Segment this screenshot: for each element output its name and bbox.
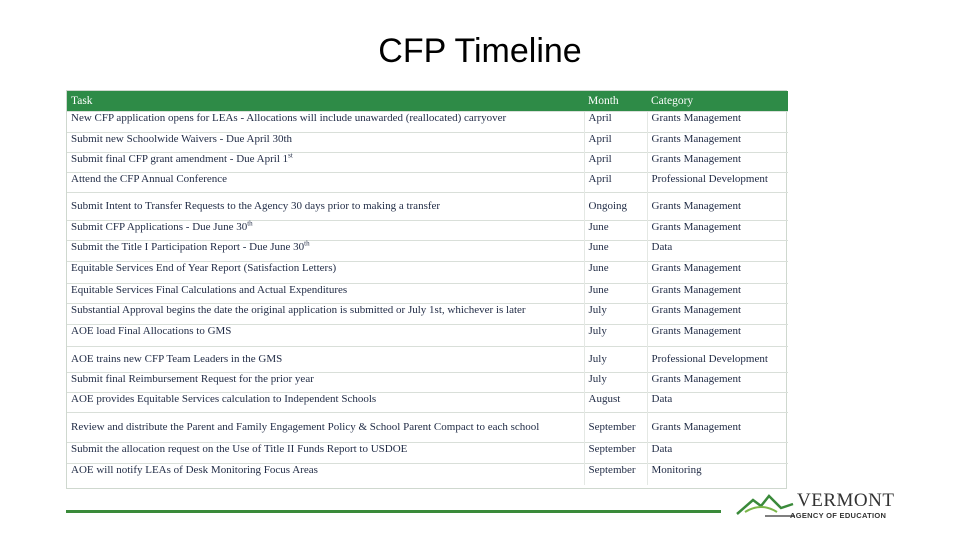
task-cell: Submit the Title I Participation Report - Due June 30th: [67, 241, 584, 262]
table-row: [67, 325, 788, 347]
month-cell: April: [584, 173, 647, 193]
table-row: [67, 112, 788, 133]
table-row: [67, 304, 788, 325]
category-cell: Grants Management: [647, 153, 788, 173]
category-cell: Grants Management: [647, 193, 788, 221]
category-cell: Grants Management: [647, 112, 788, 133]
category-cell: Grants Management: [647, 221, 788, 241]
task-cell: Submit the allocation request on the Use of Title II Funds Report to USDOE: [67, 443, 584, 464]
table-row: [67, 393, 788, 413]
month-cell: September: [584, 464, 647, 485]
month-cell: July: [584, 347, 647, 373]
category-cell: Data: [647, 443, 788, 464]
table-row: [67, 133, 788, 153]
month-cell: April: [584, 133, 647, 153]
table-row: [67, 221, 788, 241]
month-cell: July: [584, 373, 647, 393]
category-cell: Grants Management: [647, 262, 788, 284]
month-cell: April: [584, 112, 647, 133]
month-cell: June: [584, 262, 647, 284]
vermont-aoe-logo: [735, 490, 905, 522]
category-cell: Professional Development: [647, 173, 788, 193]
category-cell: Grants Management: [647, 133, 788, 153]
category-cell: Monitoring: [647, 464, 788, 485]
category-cell: Grants Management: [647, 413, 788, 443]
task-cell: AOE will notify LEAs of Desk Monitoring Focus Areas: [67, 464, 584, 485]
task-cell: AOE load Final Allocations to GMS: [67, 325, 584, 347]
header-month: Month: [584, 91, 647, 112]
task-cell: Equitable Services Final Calculations and Actual Expenditures: [67, 284, 584, 304]
category-cell: Grants Management: [647, 325, 788, 347]
task-cell: Submit CFP Applications - Due June 30th: [67, 221, 584, 241]
month-cell: September: [584, 413, 647, 443]
month-cell: August: [584, 393, 647, 413]
table-header-row: [67, 91, 788, 112]
logo-subtitle: AGENCY OF EDUCATION: [790, 511, 887, 520]
category-cell: Grants Management: [647, 373, 788, 393]
task-cell: Equitable Services End of Year Report (Satisfaction Letters): [67, 262, 584, 284]
mountain-logo-icon: [735, 492, 795, 518]
table-row: [67, 173, 788, 193]
task-cell: Substantial Approval begins the date the original application is submitted or July 1st, whichever is later: [67, 304, 584, 325]
task-cell: Submit Intent to Transfer Requests to the Agency 30 days prior to making a transfer: [67, 193, 584, 221]
month-cell: June: [584, 284, 647, 304]
month-cell: June: [584, 241, 647, 262]
table-row: [67, 347, 788, 373]
category-cell: Grants Management: [647, 284, 788, 304]
table-row: [67, 443, 788, 464]
table-row: [67, 464, 788, 485]
task-cell: Submit final Reimbursement Request for the prior year: [67, 373, 584, 393]
task-cell: Review and distribute the Parent and Family Engagement Policy & School Parent Compact to each school: [67, 413, 584, 443]
header-category: Category: [647, 91, 788, 112]
month-cell: July: [584, 325, 647, 347]
logo-name: VERMONT: [797, 490, 895, 511]
month-cell: Ongoing: [584, 193, 647, 221]
category-cell: Professional Development: [647, 347, 788, 373]
month-cell: June: [584, 221, 647, 241]
category-cell: Grants Management: [647, 304, 788, 325]
month-cell: September: [584, 443, 647, 464]
task-cell: AOE provides Equitable Services calculation to Independent Schools: [67, 393, 584, 413]
header-task: Task: [67, 91, 584, 112]
task-cell: Submit new Schoolwide Waivers - Due April 30th: [67, 133, 584, 153]
month-cell: April: [584, 153, 647, 173]
table-row: [67, 373, 788, 393]
task-cell: Submit final CFP grant amendment - Due April 1st: [67, 153, 584, 173]
table-row: [67, 241, 788, 262]
task-cell: Attend the CFP Annual Conference: [67, 173, 584, 193]
slide-title: CFP Timeline: [378, 32, 582, 70]
timeline-table: [66, 90, 787, 489]
task-cell: New CFP application opens for LEAs - Allocations will include unawarded (reallocated) carryover: [67, 112, 584, 133]
table-row: [67, 413, 788, 443]
category-cell: Data: [647, 241, 788, 262]
category-cell: Data: [647, 393, 788, 413]
table-row: [67, 262, 788, 284]
table-row: [67, 153, 788, 173]
task-cell: AOE trains new CFP Team Leaders in the GMS: [67, 347, 584, 373]
table-row: [67, 284, 788, 304]
month-cell: July: [584, 304, 647, 325]
footer-divider: [66, 510, 721, 513]
table-row: [67, 193, 788, 221]
